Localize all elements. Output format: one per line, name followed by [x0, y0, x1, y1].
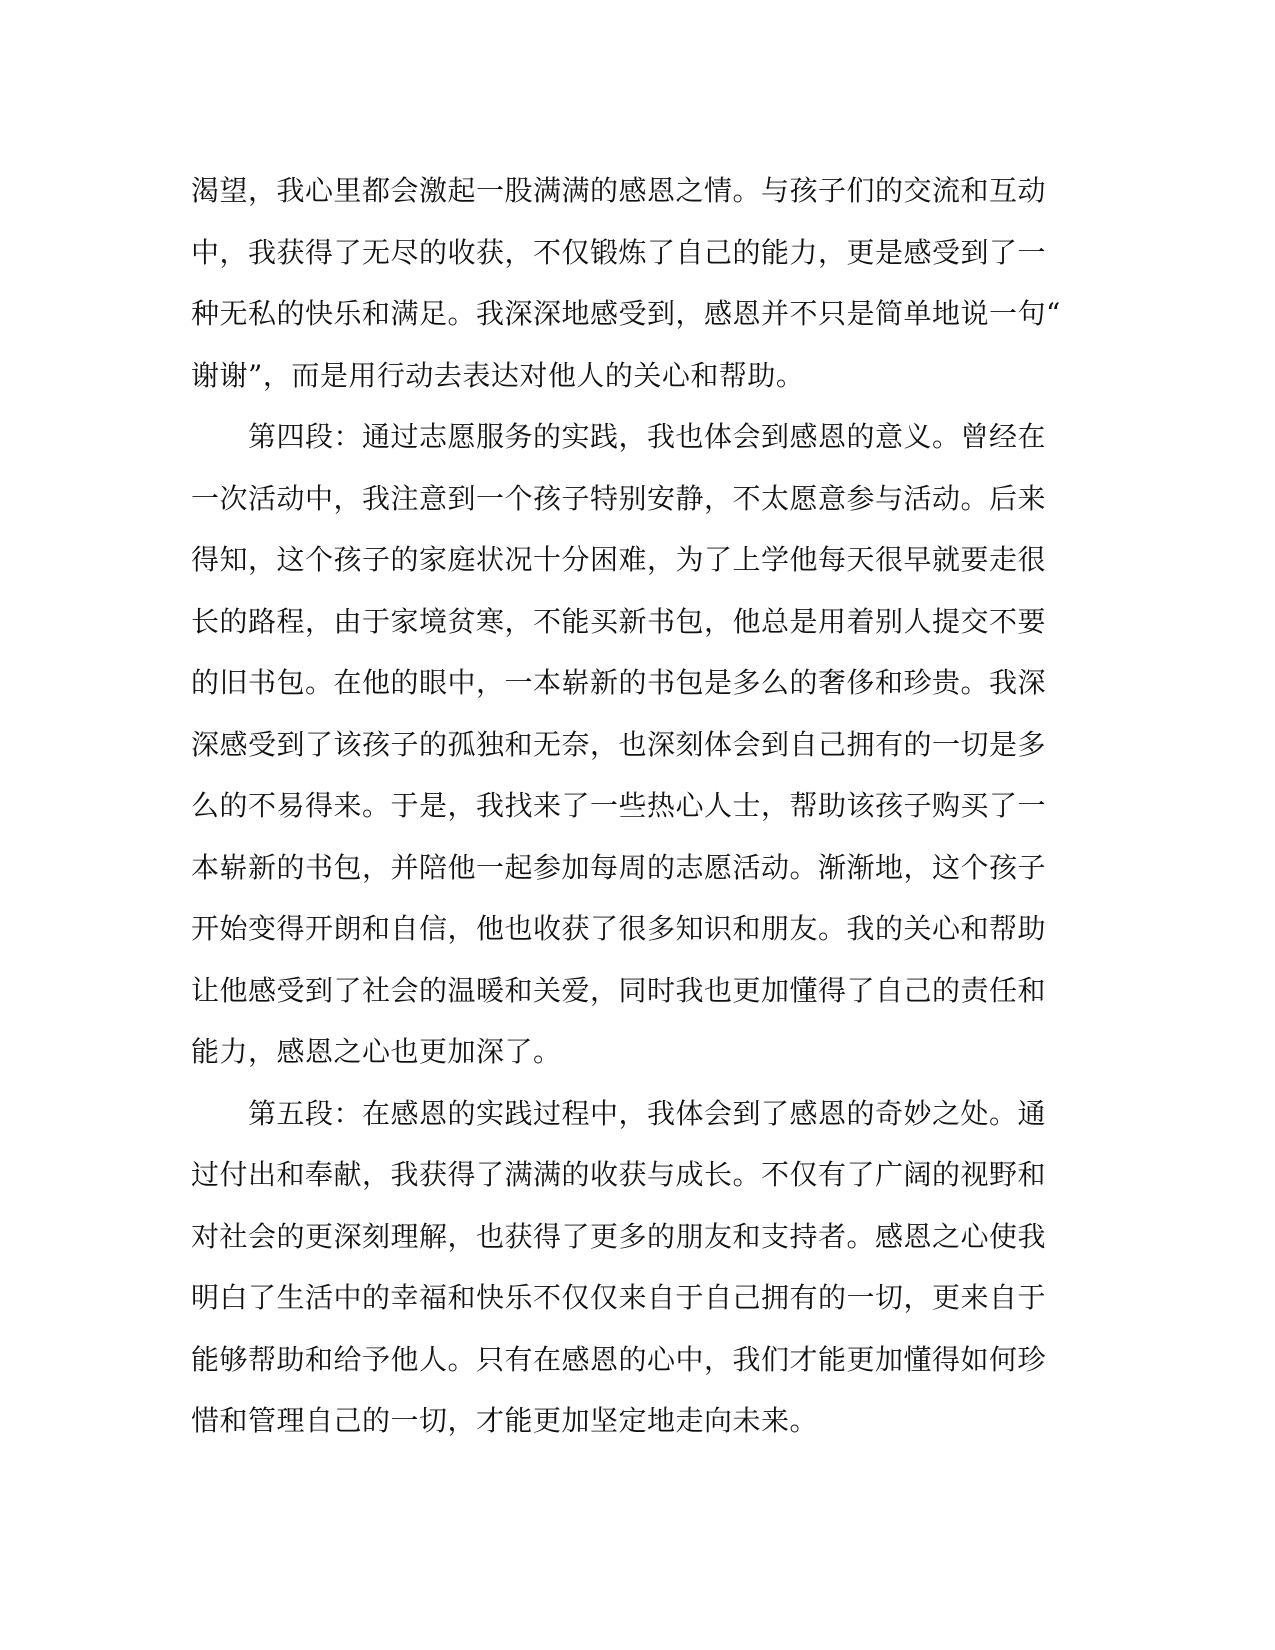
text-line: 过付出和奉献，我获得了满满的收获与成长。不仅有了广阔的视野和 — [191, 1158, 1047, 1191]
text-line: 能够帮助和给予他人。只有在感恩的心中，我们才能更加懂得如何珍 — [191, 1342, 1047, 1376]
text-line: 中，我获得了无尽的收获，不仅锻炼了自己的能力，更是感受到了一 — [191, 235, 1047, 269]
text-line: 本崭新的书包，并陪他一起参加每周的志愿活动。渐渐地，这个孩子 — [191, 850, 1047, 884]
paragraph-five-first-line: 第五段：在感恩的实践过程中，我体会到了感恩的奇妙之处。通 — [191, 1096, 1047, 1130]
text-line: 长的路程，由于家境贫寒，不能买新书包，他总是用着别人提交不要 — [191, 604, 1047, 638]
text-line: 明白了生活中的幸福和快乐不仅仅来自于自己拥有的一切，更来自于 — [191, 1281, 1047, 1314]
paragraph-four-first-line: 第四段：通过志愿服务的实践，我也体会到感恩的意义。曾经在 — [191, 420, 1047, 453]
text-line: 么的不易得来。于是，我找来了一些热心人士，帮助该孩子购买了一 — [191, 789, 1047, 822]
text-line: 渴望，我心里都会激起一股满满的感恩之情。与孩子们的交流和互动 — [191, 174, 1047, 207]
text-line: 能力，感恩之心也更加深了。 — [191, 1035, 562, 1068]
text-line: 惜和管理自己的一切，才能更加坚定地走向未来。 — [191, 1404, 819, 1437]
text-line: 对社会的更深刻理解，也获得了更多的朋友和支持者。感恩之心使我 — [191, 1219, 1047, 1253]
text-line: 种无私的快乐和满足。我深深地感受到，感恩并不只是简单地说一句“ — [191, 297, 1061, 330]
text-line: 的旧书包。在他的眼中，一本崭新的书包是多么的奢侈和珍贵。我深 — [191, 666, 1047, 699]
document-body — [191, 160, 1083, 1452]
text-line: 一次活动中，我注意到一个孩子特别安静，不太愿意参与活动。后来 — [191, 481, 1047, 515]
text-line: 谢谢”，而是用行动去表达对他人的关心和帮助。 — [191, 358, 805, 392]
text-line: 深感受到了该孩子的孤独和无奈，也深刻体会到自己拥有的一切是多 — [191, 727, 1047, 761]
text-line: 开始变得开朗和自信，他也收获了很多知识和朋友。我的关心和帮助 — [191, 912, 1047, 945]
text-line: 让他感受到了社会的温暖和关爱，同时我也更加懂得了自己的责任和 — [191, 973, 1047, 1007]
text-line: 得知，这个孩子的家庭状况十分困难，为了上学他每天很早就要走很 — [191, 543, 1047, 576]
